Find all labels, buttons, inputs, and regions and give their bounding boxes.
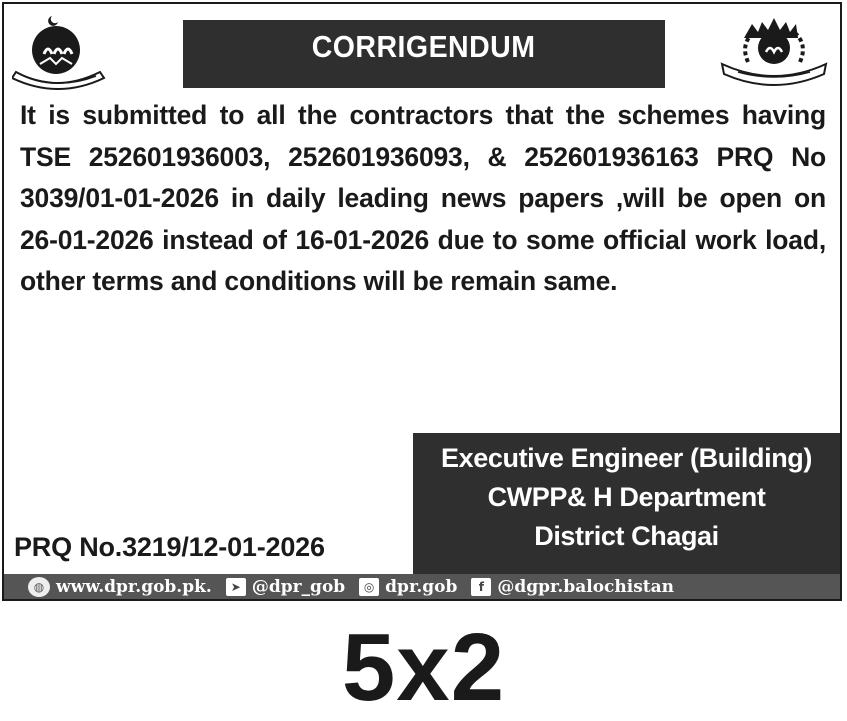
footer-bar — [4, 574, 840, 599]
twitter-handle: @dpr_gob — [251, 576, 346, 597]
facebook-icon: f — [471, 578, 491, 596]
twitter-icon: ➤ — [226, 578, 246, 596]
signature-department: CWPP& H Department — [487, 482, 766, 512]
prq-number: PRQ No.3219/12-01-2026 — [14, 532, 325, 562]
page-title: CORRIGENDUM — [312, 29, 536, 64]
website-text: www.dpr.gob.pk. — [56, 576, 212, 597]
globe-icon: ◍ — [28, 577, 50, 597]
signature-district: District Chagai — [534, 521, 719, 551]
footer-twitter[interactable] — [226, 577, 345, 597]
title-banner — [183, 20, 665, 88]
instagram-handle: dpr.gob — [385, 576, 458, 597]
balochistan-emblem-logo — [12, 10, 108, 90]
signature-designation: Executive Engineer (Building) — [441, 443, 812, 473]
facebook-handle: @dgpr.balochistan — [497, 576, 675, 597]
footer-facebook[interactable] — [471, 577, 674, 597]
instagram-icon: ◎ — [359, 578, 379, 596]
corrigendum-body: It is submitted to all the contractors that the schemes having TSE 252601936003, 252601936093, & 252601936163 PRQ No 3039/01-01-2026 in daily leading news papers ,will be open on 26-01-2026 instead of 16-01-2026 due to some official work load, other terms and conditions will be remain same. — [20, 100, 826, 296]
dgpr-emblem-logo — [718, 10, 830, 88]
signature-block — [413, 433, 840, 574]
ad-size-label: 5x2 — [341, 614, 506, 721]
footer-website[interactable] — [4, 577, 212, 597]
footer-instagram[interactable] — [359, 577, 457, 597]
